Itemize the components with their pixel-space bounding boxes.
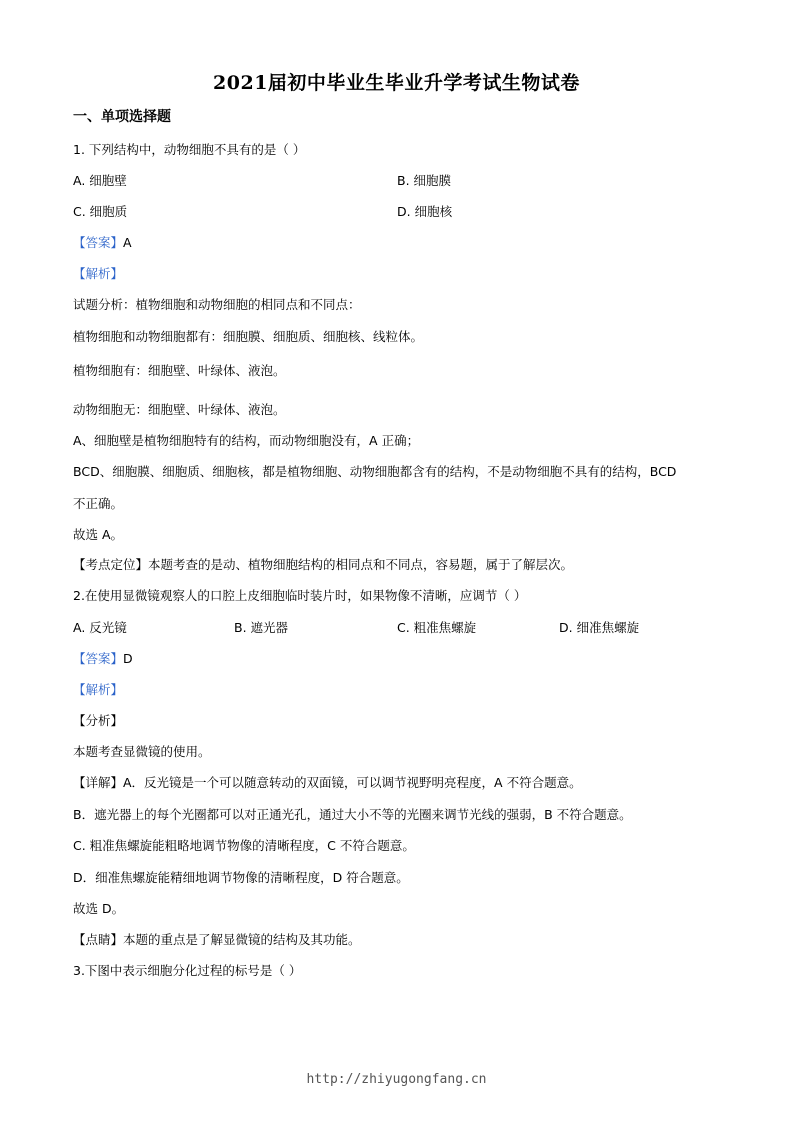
q2-option-c: C. 粗准焦螺旋: [397, 620, 477, 635]
q1-option-c: C. 细胞质: [73, 204, 128, 219]
q1-knowledge-point: 【考点定位】本题考查的是动、植物细胞结构的相同点和不同点，容易题，属于了解层次。: [73, 557, 574, 572]
q1-analysis-line: 不正确。: [73, 496, 124, 511]
q2-analysis-line: 故选 D。: [73, 901, 125, 916]
q1-answer-tag: 【答案】: [73, 235, 124, 250]
question-2-stem: 2.在使用显微镜观察人的口腔上皮细胞临时装片时，如果物像不清晰，应调节（ ）: [73, 588, 527, 603]
q2-analysis-line: 【详解】A．反光镜是一个可以随意转动的双面镜，可以调节视野明亮程度，A 不符合题意。: [73, 775, 582, 790]
q2-analysis-line: C. 粗准焦螺旋能粗略地调节物像的清晰程度，C 不符合题意。: [73, 838, 415, 853]
q2-analysis-line: B．遮光器上的每个光圈都可以对正通光孔，通过大小不等的光圈来调节光线的强弱，B 不符合题意。: [73, 807, 632, 822]
question-1-stem: 1. 下列结构中，动物细胞不具有的是（ ）: [73, 142, 306, 157]
question-3-stem: 3.下图中表示细胞分化过程的标号是（ ）: [73, 963, 302, 978]
q2-option-d: D. 细准焦螺旋: [559, 620, 640, 635]
q2-analysis-line: D．细准焦螺旋能精细地调节物像的清晰程度，D 符合题意。: [73, 870, 409, 885]
q2-answer-line: [73, 651, 133, 667]
q2-analysis-line: 本题考查显微镜的使用。: [73, 744, 211, 759]
q2-option-a: A. 反光镜: [73, 620, 127, 635]
q1-option-a: A. 细胞壁: [73, 173, 127, 188]
footer-url: http://zhiyugongfang.cn: [306, 1072, 487, 1087]
q1-analysis-line: BCD、细胞膜、细胞质、细胞核，都是植物细胞、动物细胞都含有的结构，不是动物细胞不具有的结构，BCD: [73, 464, 677, 479]
q2-answer-value: D: [123, 651, 133, 666]
q1-analysis-line: 故选 A。: [73, 527, 124, 542]
q2-answer-tag: 【答案】: [73, 651, 124, 666]
q1-analysis-line: 植物细胞和动物细胞都有：细胞膜、细胞质、细胞核、线粒体。: [73, 329, 424, 344]
page-title: 2021届初中毕业生毕业升学考试生物试卷: [213, 72, 580, 94]
q1-analysis-tag: 【解析】: [73, 266, 124, 281]
q2-key-point: 【点睛】本题的重点是了解显微镜的结构及其功能。: [73, 932, 361, 947]
q2-option-b: B. 遮光器: [234, 620, 289, 635]
q1-analysis-line: A、细胞壁是植物细胞特有的结构，而动物细胞没有，A 正确；: [73, 433, 420, 448]
q1-option-d: D. 细胞核: [397, 204, 453, 219]
q1-analysis-line: 试题分析：植物细胞和动物细胞的相同点和不同点：: [73, 297, 361, 312]
q1-analysis-line: 动物细胞无：细胞壁、叶绿体、液泡。: [73, 402, 286, 417]
q1-answer-value: A: [123, 235, 132, 250]
q1-answer-line: [73, 235, 132, 251]
q1-analysis-line: 植物细胞有：细胞壁、叶绿体、液泡。: [73, 363, 286, 378]
section-heading: 一、单项选择题: [73, 109, 171, 125]
q2-analysis-line: 【分析】: [73, 713, 124, 728]
q1-option-b: B. 细胞膜: [397, 173, 452, 188]
q2-analysis-tag: 【解析】: [73, 682, 124, 697]
